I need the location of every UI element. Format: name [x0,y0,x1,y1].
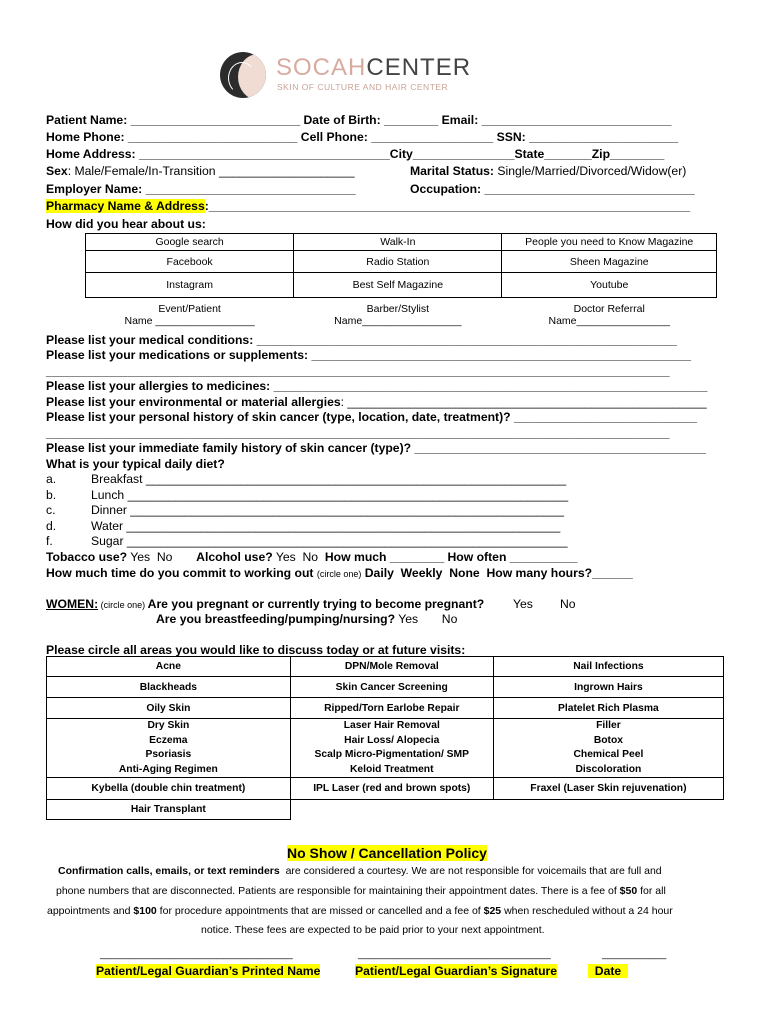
option-barber-stylist[interactable]: Barber/Stylist Name_________________ [334,303,462,327]
option-google[interactable]: Google search [86,234,294,251]
diet-letter: c. [46,503,56,517]
signature-field[interactable]: _________________________________ [358,948,551,960]
area-prp[interactable]: Platelet Rich Plasma [493,698,723,719]
signature-label: Patient/Legal Guardian’s Signature [355,964,558,978]
option-doctor-referral[interactable]: Doctor Referral Name________________ [548,303,670,327]
area-hair-transplant[interactable]: Hair Transplant [47,800,291,820]
date-field[interactable]: ___________ [602,948,667,960]
policy-paragraph-3: appointments and $100 for procedure appointments that are missed or cancelled and a fee of $25 when rescheduled without a 24 hour [47,905,673,917]
family-history-line[interactable]: Please list your immediate family history of skin cancer (type)? ___________________________________________ [46,441,706,455]
tobacco-alcohol-line[interactable]: Tobacco use? Yes No Alcohol use? Yes No How much ________ How often __________ [46,550,578,564]
area-group-hair[interactable]: Laser Hair Removal Hair Loss/ Alopecia Scalp Micro-Pigmentation/ SMP Keloid Treatment [290,719,493,778]
area-kybella[interactable]: Kybella (double chin treatment) [47,778,291,800]
face-silhouette-icon [220,52,266,98]
option-instagram[interactable]: Instagram [86,273,294,298]
option-facebook[interactable]: Facebook [86,251,294,273]
area-acne[interactable]: Acne [47,657,291,677]
printed-name-label: Patient/Legal Guardian’s Printed Name [96,964,321,978]
employer-line[interactable]: Employer Name: _______________________________ [46,182,356,196]
option-best-self[interactable]: Best Self Magazine [294,273,502,298]
areas-of-concern-table [46,656,724,820]
breastfeeding-line[interactable]: Are you breastfeeding/pumping/nursing? Yes No [156,612,458,626]
patient-name-line[interactable]: Patient Name: _________________________ Date of Birth: ________ Email: ____________________________ [46,113,672,127]
home-phone-line[interactable]: Home Phone: _________________________ Cell Phone: __________________ SSN: ______________________ [46,130,679,144]
medications-line[interactable]: Please list your medications or supplements: ________________________________________________________ [46,348,692,362]
option-sheen-magazine[interactable]: Sheen Magazine [502,251,717,273]
option-event-patient[interactable]: Event/Patient Name _________________ [124,303,255,327]
workout-line[interactable]: How much time do you commit to working out (circle one) Daily Weekly None How many hours?______ [46,566,633,580]
policy-paragraph-4: notice. These fees are expected to be paid prior to your next appointment. [201,924,545,936]
area-oily-skin[interactable]: Oily Skin [47,698,291,719]
diet-letter: b. [46,488,57,502]
area-ipl-laser[interactable]: IPL Laser (red and brown spots) [290,778,493,800]
diet-question: What is your typical daily diet? [46,457,225,471]
area-skin-cancer-screening[interactable]: Skin Cancer Screening [290,677,493,698]
medical-conditions-line[interactable]: Please list your medical conditions: ______________________________________________________________ [46,333,677,347]
diet-letter: a. [46,472,57,486]
sex-line[interactable]: Sex: Male/Female/In-Transition ____________________ [46,164,355,178]
area-blackheads[interactable]: Blackheads [47,677,291,698]
skin-cancer-history-line[interactable]: Please list your personal history of skin cancer (type, location, date, treatment)? ___________________________ [46,410,698,424]
referral-source-table [85,233,717,332]
diet-letter: d. [46,519,57,533]
printed-name-field[interactable]: _________________________________ [100,948,293,960]
diet-dinner-line[interactable]: Dinner ________________________________________________________________ [91,503,565,517]
option-youtube[interactable]: Youtube [502,273,717,298]
logo-wordmark: SOCAHCENTER [276,54,472,81]
area-group-skin[interactable]: Dry Skin Eczema Psoriasis Anti-Aging Regimen [47,719,291,778]
area-earlobe-repair[interactable]: Ripped/Torn Earlobe Repair [290,698,493,719]
areas-intro: Please circle all areas you would like to discuss today or at future visits: [46,643,466,657]
marital-status-line[interactable]: Marital Status: Single/Married/Divorced/Widow(er) [410,164,687,178]
area-group-cosmetic[interactable]: Filler Botox Chemical Peel Discoloration [493,719,723,778]
area-fraxel[interactable]: Fraxel (Laser Skin rejuvenation) [493,778,723,800]
pregnancy-no[interactable]: No [560,597,576,611]
policy-paragraph-2: phone numbers that are disconnected. Patients are responsible for maintaining their appointment dates. There is a fee of $50 for all [56,885,666,897]
pharmacy-line[interactable]: Pharmacy Name & Address:_______________________________________________________________________ [46,199,691,213]
logo-tagline: SKIN OF CULTURE AND HAIR CENTER [277,82,449,92]
diet-lunch-line[interactable]: Lunch _________________________________________________________________ [91,488,569,502]
environmental-allergies-line[interactable]: Please list your environmental or material allergies: _____________________________________________________ [46,395,707,409]
area-ingrown-hairs[interactable]: Ingrown Hairs [493,677,723,698]
option-people-magazine[interactable]: People you need to Know Magazine [502,234,717,251]
women-pregnancy-line[interactable]: WOMEN: (circle one) Are you pregnant or currently trying to become pregnant? [46,597,485,611]
socah-logo [220,52,490,108]
policy-paragraph-1: Confirmation calls, emails, or text reminders are considered a courtesy. We are not responsible for voicemails that are full and [58,865,662,877]
allergies-line[interactable]: Please list your allergies to medicines: ________________________________________________________________ [46,379,708,393]
pregnancy-yes[interactable]: Yes [513,597,533,611]
area-dpn-mole[interactable]: DPN/Mole Removal [290,657,493,677]
skin-cancer-blank-line[interactable]: ____________________________________________________________________________________________ [46,426,670,440]
hear-about-label: How did you hear about us: [46,217,206,231]
diet-sugar-line[interactable]: Sugar _________________________________________________________________ [91,534,568,548]
option-walk-in[interactable]: Walk-In [294,234,502,251]
option-radio[interactable]: Radio Station [294,251,502,273]
occupation-line[interactable]: Occupation: _______________________________ [410,182,695,196]
home-address-line[interactable]: Home Address: _____________________________________City_______________State_______Zip________ [46,147,665,161]
medications-blank-line[interactable]: ____________________________________________________________________________________________ [46,364,670,378]
area-nail-infections[interactable]: Nail Infections [493,657,723,677]
diet-letter: f. [46,534,53,548]
diet-breakfast-line[interactable]: Breakfast ______________________________________________________________ [91,472,567,486]
diet-water-line[interactable]: Water ________________________________________________________________ [91,519,561,533]
date-label: Date [588,964,628,978]
policy-title: No Show / Cancellation Policy [287,845,487,861]
